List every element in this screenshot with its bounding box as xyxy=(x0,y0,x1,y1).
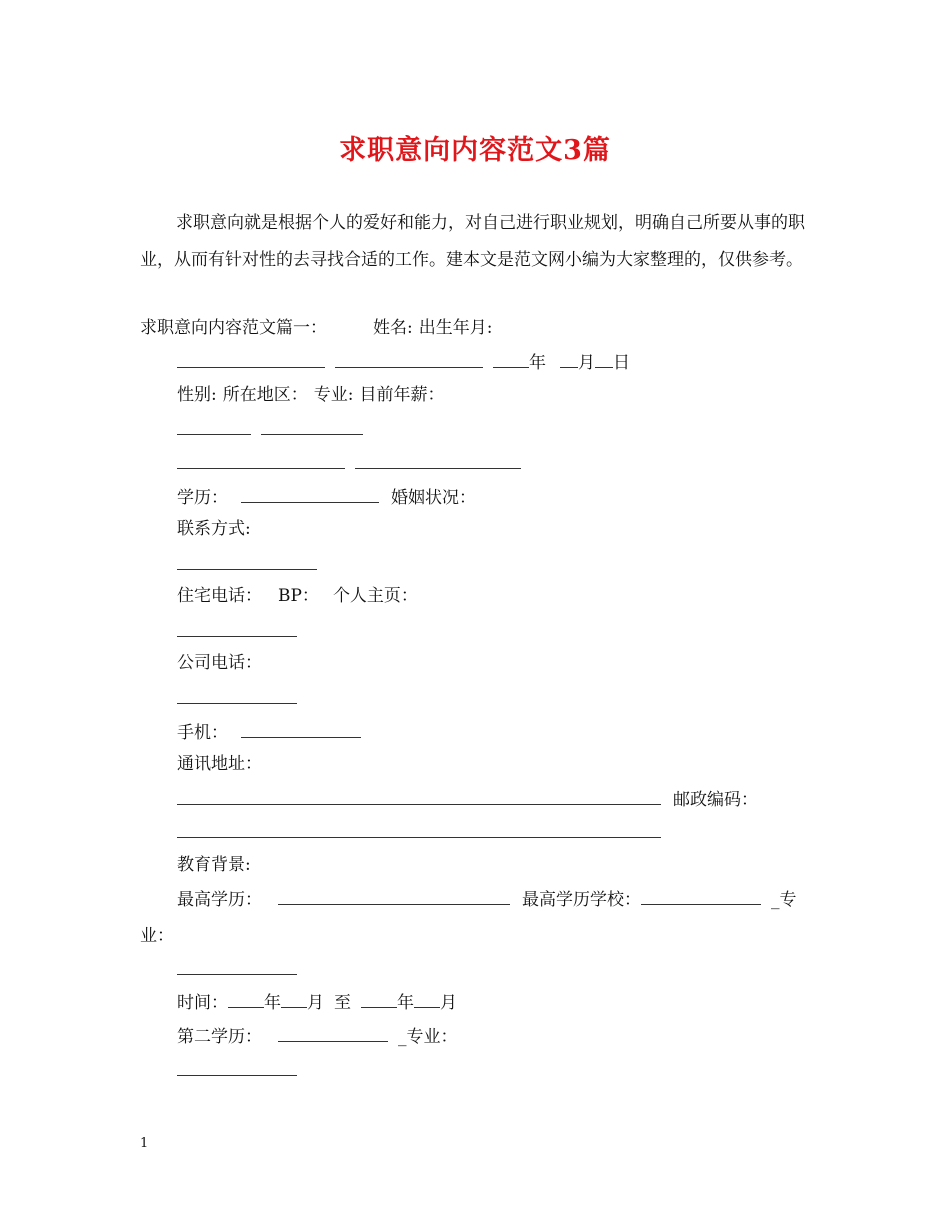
contact-label: 联系方式: xyxy=(177,519,251,539)
second-major-label: _专业： xyxy=(398,1027,458,1047)
bp-label: BP： xyxy=(278,586,319,606)
time-label: 时间： xyxy=(177,993,228,1013)
time-row xyxy=(177,989,457,1013)
gender-blank[interactable] xyxy=(177,416,251,435)
highest-degree-blank[interactable] xyxy=(278,886,510,905)
gender-row xyxy=(177,383,444,407)
highest-school-label: 最高学历学校： xyxy=(522,890,641,910)
intro-paragraph: 求职意向就是根据个人的爱好和能力，对自己进行职业规划，明确自己所要从事的职业，从而有针对性的去寻找合适的工作。建本文是范文网小编为大家整理的，仅供参考。 xyxy=(140,213,805,270)
end-year-label: 年 xyxy=(397,993,414,1013)
to-label: 至 xyxy=(334,993,351,1013)
day-blank[interactable] xyxy=(595,349,613,368)
salary-label: 目前年薪： xyxy=(359,385,445,405)
year-label: 年 xyxy=(529,353,546,373)
marriage-blank-row xyxy=(177,551,317,575)
mobile-row xyxy=(177,719,361,743)
mobile-blank[interactable] xyxy=(241,719,361,738)
salary-blank[interactable] xyxy=(355,450,521,469)
edu-background-label: 教育背景: xyxy=(177,855,251,875)
month-blank[interactable] xyxy=(560,349,578,368)
end-year-blank[interactable] xyxy=(361,989,397,1008)
address-blank-row xyxy=(177,786,758,810)
section-heading: 求职意向内容范文篇一： xyxy=(140,318,327,338)
end-month-blank[interactable] xyxy=(414,989,440,1008)
postcode-blank[interactable] xyxy=(177,819,661,838)
heading-row xyxy=(140,316,492,340)
education-row xyxy=(177,484,476,508)
month-label: 月 xyxy=(578,353,595,373)
day-label: 日 xyxy=(613,353,630,373)
marriage-label: 婚姻状况： xyxy=(391,488,476,508)
major-salary-blanks-row xyxy=(177,450,521,474)
region-blank[interactable] xyxy=(261,416,363,435)
company-phone-blank[interactable] xyxy=(177,685,297,704)
home-phone-blank[interactable] xyxy=(177,618,297,637)
education-blank[interactable] xyxy=(241,484,379,503)
second-major-blank-row xyxy=(177,1057,297,1081)
highest-major-blank-row xyxy=(177,956,297,980)
postcode-blank-row xyxy=(177,819,661,843)
name-label: 姓名: xyxy=(373,318,413,338)
major-wrap-row xyxy=(140,924,174,948)
highest-degree-label: 最高学历： xyxy=(177,890,262,910)
company-phone-label: 公司电话： xyxy=(177,653,262,673)
highest-school-blank[interactable] xyxy=(641,886,761,905)
postcode-label: 邮政编码： xyxy=(673,790,758,810)
address-label: 通讯地址： xyxy=(177,754,262,774)
name-blank[interactable] xyxy=(177,349,325,368)
company-phone-row xyxy=(177,651,262,675)
contact-row xyxy=(177,517,251,541)
end-month-label: 月 xyxy=(440,993,457,1013)
home-phone-blank-row xyxy=(177,618,297,642)
start-month-blank[interactable] xyxy=(281,989,307,1008)
address-row xyxy=(177,752,262,776)
second-degree-label: 第二学历： xyxy=(177,1027,262,1047)
highest-major-blank[interactable] xyxy=(177,956,297,975)
second-degree-row xyxy=(177,1023,458,1047)
second-major-blank[interactable] xyxy=(177,1057,297,1076)
major-label: 专业: xyxy=(313,385,354,405)
edu-background-row xyxy=(177,853,251,877)
major-continued-2: 业： xyxy=(140,926,174,946)
homepage-label: 个人主页： xyxy=(332,586,418,606)
gender-label: 性别: xyxy=(177,385,217,405)
education-label: 学历： xyxy=(177,488,228,508)
page-title: 求职意向内容范文3篇 xyxy=(339,135,611,166)
mobile-label: 手机： xyxy=(177,723,228,743)
phone-row xyxy=(177,584,418,608)
marriage-blank[interactable] xyxy=(177,551,317,570)
gender-blanks-row xyxy=(177,416,363,440)
company-phone-blank-row xyxy=(177,685,297,709)
highest-degree-row xyxy=(177,886,797,910)
address-blank[interactable] xyxy=(177,786,661,805)
major-blank[interactable] xyxy=(177,450,345,469)
start-year-blank[interactable] xyxy=(228,989,264,1008)
birth-blank[interactable] xyxy=(335,349,483,368)
major-continued: _专 xyxy=(771,890,797,910)
birth-label: 出生年月: xyxy=(418,318,493,338)
home-phone-label: 住宅电话： xyxy=(177,586,262,606)
page-number: 1 xyxy=(140,1136,149,1151)
start-month-label: 月 xyxy=(307,993,324,1013)
year-blank[interactable] xyxy=(493,349,529,368)
name-birth-row xyxy=(177,349,630,373)
start-year-label: 年 xyxy=(264,993,281,1013)
second-degree-blank[interactable] xyxy=(278,1023,388,1042)
region-label: 所在地区： xyxy=(222,385,308,405)
